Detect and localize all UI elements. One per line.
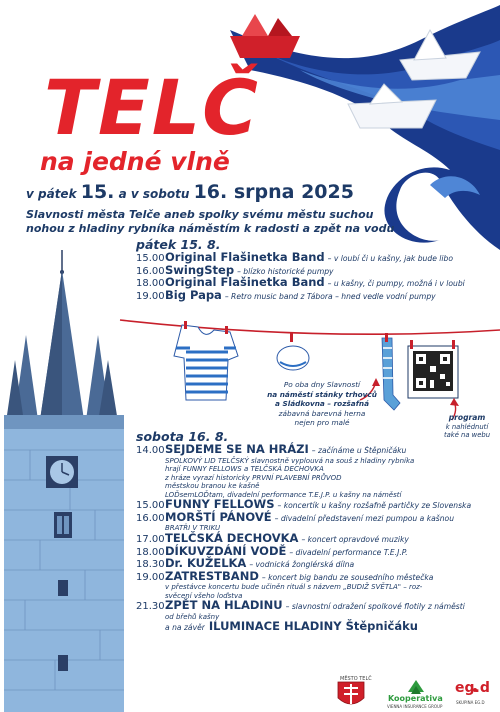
program-time: 18.00 [136,278,165,289]
program-time: 19.00 [136,290,165,302]
program-description: – u kašny, či pumpy, možná i v loubí [327,279,465,288]
egd-logo: eg.d [455,680,490,696]
program-time: 21.30 [136,601,165,613]
program-description: – v loubí či u kašny, jak bude libo [327,254,453,263]
clothesline-note [266,380,378,428]
striped-shirt-icon [174,321,238,400]
program-name: TELČSKÁ DECHOVKA [165,531,299,546]
note-line-2: na náměstí stánky trhovců [267,389,377,399]
program-description: – divadelní představení mezi pumpou a kašnou [274,513,455,523]
tower-illustration [0,250,140,712]
program-detail: od břehů kašny [165,612,220,621]
program-detail: z hráze vyrazí historicky PRVNÍ PLAVEBNÍ PRŮVOD [165,473,342,482]
program-description: – slavnostní odražení spolkové flotily z náměstí [285,602,465,612]
program-row [136,600,498,613]
friday-list [136,252,498,302]
program-time: 16.00 [136,512,165,524]
finale-row [136,621,498,634]
program-time: 18.00 [136,546,165,558]
program-name: ZATRESTBAND [165,568,259,583]
program-name: Dr. KUŽELKA [165,556,247,571]
friday-heading: pátek 15. 8. [136,237,221,252]
program-detail: hrají FUNNY FELLOWS a TELČSKÁ DECHOVKA [165,465,324,474]
finale-name: ILUMINACE HLADINY Štěpničáku [208,619,418,634]
program-time: 15.00 [136,500,165,512]
program-detail: SPOLKOVÝ LID TELČSKÝ slavnostně vyplouvá na souš z hladiny rybníka [165,456,415,465]
intro-line-2: nohou z hladiny rybníka náměstím k radosti a zpět na vodu [26,221,395,235]
program-name: ZPĚT NA HLADINU [165,598,283,613]
program-description: – Retro music band z Tábora – hned vedle vodní pumpy [224,291,436,301]
program-description: – koncert opravdové muziky [301,535,409,545]
finale-prefix: a na závěr [165,623,205,633]
program-time: 19.00 [136,571,165,583]
program-name: SwingStep [165,262,235,277]
program-row [136,568,498,584]
date-saturday: 16. srpna 2025 [193,181,354,203]
program-description: – vodnická žonglérská dílna [249,560,355,570]
tower-window-icon [54,512,72,538]
program-time: 16.00 [136,265,165,277]
cap-icon [277,332,309,370]
friday-program [136,238,498,302]
saturday-list [136,444,498,621]
program-description: – začínáme u Štěpničáku [311,446,407,455]
program-name: Big Papa [165,287,222,302]
date-prefix-saturday: a v sobotu [118,187,190,201]
program-detail: LOĎsemLOĎtam, divadelní performance T.E.J.P. u kašny na náměstí [165,490,402,499]
event-subtitle: na jedné vlně [40,147,230,176]
sock-icon [382,333,400,410]
program-detail: svěcení všeho loďstva [165,591,243,600]
date-prefix-friday: v pátek [26,187,77,201]
program-time: 18.30 [136,559,165,571]
qr-note-line-3: také na webu [443,431,491,439]
egd-sub: SKUPINA EG.D [456,700,485,705]
qr-code-icon [408,340,458,398]
program-description: – koncert big bandu ze sousedního městečka [261,572,434,582]
program-row [136,509,498,525]
kooperativa-logo-icon [408,680,424,694]
red-boat-icon [230,14,300,58]
qr-note-title: program [448,413,486,422]
program-name: Original Flašinetka Band [165,275,325,289]
note-line-3: a Sládkovna – rozšafná [275,399,369,408]
event-title: TELČ [44,63,260,152]
program-detail: v přestávce koncertu bude učiněn rituál s názvem „BUDIŽ SVĚTLA" – roz- [165,583,423,592]
program-row [136,444,498,457]
white-boat-middle-icon [348,84,436,128]
saturday-program [136,430,498,634]
event-intro [26,208,446,235]
program-name: FUNNY FELLOWS [165,497,275,512]
program-time: 14.00 [136,445,165,456]
program-name: Original Flašinetka Band [165,250,325,264]
program-time: 15.00 [136,253,165,264]
program-detail: městskou branou ke kašně [165,482,260,491]
town-crest-icon [338,682,364,704]
note-line-1: Po oba dny Slavností [283,380,361,389]
saturday-heading: sobota 16. 8. [136,429,229,444]
program-name: SEJDEME SE NA HRÁZI [165,442,309,456]
program-description: – blízko historické pumpy [237,266,334,276]
program-description: – divadelní performance T.E.J.P. [289,547,408,557]
qr-note-line-2: k nahlédnutí [445,422,489,431]
program-description: – koncertík u kašny rozšafně partičky ze Slovenska [277,501,472,511]
date-friday: 15. [80,181,115,203]
white-boat-top-icon [400,30,480,80]
program-detail: BRATŘI V TRIKU [165,524,221,533]
note-line-4: zábavná barevná herna [278,408,366,418]
program-name: DÍKUVZDÁNÍ VODĚ [165,543,287,558]
clock-icon [46,456,78,488]
town-logo-label: MĚSTO TELČ [340,676,372,682]
event-dates [26,180,354,206]
kooperativa-sub: VIENNA INSURANCE GROUP [387,704,443,709]
program-time: 17.00 [136,534,165,546]
intro-line-1: Slavnosti města Telče aneb spolky svému městu suchou [26,208,374,221]
kooperativa-logo: Kooperativa [388,694,443,703]
program-name: MORŠTÍ PÁNOVÉ [165,509,272,524]
note-line-5: nejen pro malé [294,418,350,427]
